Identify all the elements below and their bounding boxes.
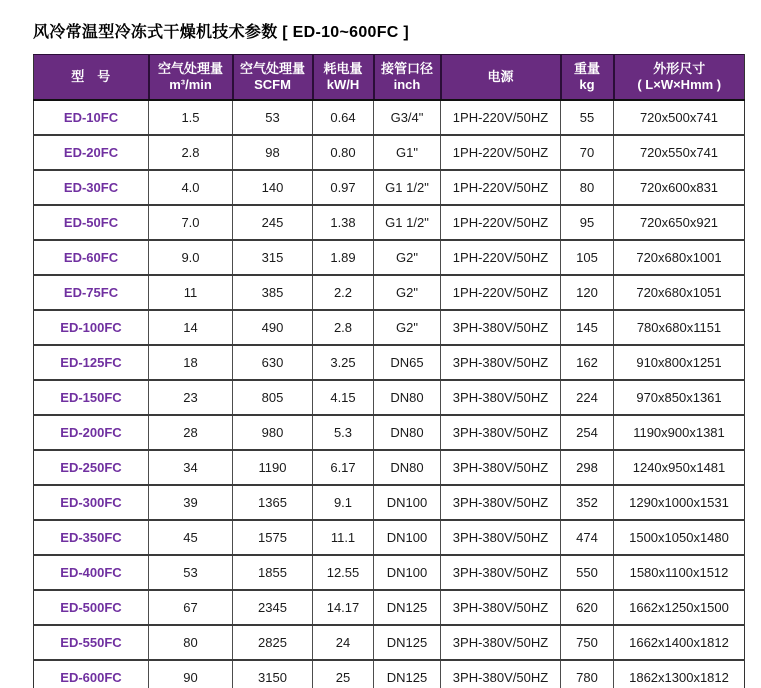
column-header-line2: inch <box>393 77 421 92</box>
value-cell: 39 <box>149 485 233 520</box>
value-cell: 1862x1300x1812 <box>614 660 745 688</box>
value-cell: G2" <box>374 275 441 310</box>
value-cell: 6.17 <box>313 450 374 485</box>
value-cell: 1290x1000x1531 <box>614 485 745 520</box>
value-cell: 11 <box>149 275 233 310</box>
value-cell: 245 <box>233 205 313 240</box>
value-cell: 474 <box>561 520 614 555</box>
model-cell: ED-20FC <box>34 135 149 170</box>
value-cell: 315 <box>233 240 313 275</box>
column-header-pipe-diameter <box>374 55 441 101</box>
value-cell: 550 <box>561 555 614 590</box>
model-cell: ED-500FC <box>34 590 149 625</box>
value-cell: 28 <box>149 415 233 450</box>
value-cell: 34 <box>149 450 233 485</box>
column-header-line1: 电源 <box>487 68 514 84</box>
value-cell: 5.3 <box>313 415 374 450</box>
value-cell: 2345 <box>233 590 313 625</box>
column-header-dimensions <box>614 55 745 101</box>
value-cell: G2" <box>374 240 441 275</box>
value-cell: 780x680x1151 <box>614 310 745 345</box>
value-cell: 1PH-220V/50HZ <box>441 205 561 240</box>
value-cell: G1 1/2" <box>374 205 441 240</box>
value-cell: 1575 <box>233 520 313 555</box>
value-cell: 25 <box>313 660 374 688</box>
value-cell: 3PH-380V/50HZ <box>441 345 561 380</box>
value-cell: 1PH-220V/50HZ <box>441 240 561 275</box>
value-cell: 750 <box>561 625 614 660</box>
value-cell: 3PH-380V/50HZ <box>441 590 561 625</box>
value-cell: 2.8 <box>313 310 374 345</box>
value-cell: 18 <box>149 345 233 380</box>
model-cell: ED-10FC <box>34 100 149 135</box>
value-cell: 2.2 <box>313 275 374 310</box>
value-cell: DN80 <box>374 380 441 415</box>
column-header-line2: kW/H <box>326 77 360 92</box>
value-cell: 140 <box>233 170 313 205</box>
table-row <box>34 135 745 170</box>
column-header-line1: 接管口径 <box>380 60 433 76</box>
value-cell: 3PH-380V/50HZ <box>441 380 561 415</box>
value-cell: DN80 <box>374 450 441 485</box>
value-cell: 720x600x831 <box>614 170 745 205</box>
value-cell: 385 <box>233 275 313 310</box>
value-cell: 1365 <box>233 485 313 520</box>
value-cell: 1662x1250x1500 <box>614 590 745 625</box>
value-cell: 352 <box>561 485 614 520</box>
column-header-line2: SCFM <box>254 77 291 92</box>
value-cell: 105 <box>561 240 614 275</box>
value-cell: 970x850x1361 <box>614 380 745 415</box>
value-cell: 11.1 <box>313 520 374 555</box>
value-cell: 1580x1100x1512 <box>614 555 745 590</box>
value-cell: DN100 <box>374 555 441 590</box>
value-cell: 90 <box>149 660 233 688</box>
value-cell: 0.64 <box>313 100 374 135</box>
value-cell: 3150 <box>233 660 313 688</box>
value-cell: 1.38 <box>313 205 374 240</box>
value-cell: 53 <box>149 555 233 590</box>
table-row <box>34 275 745 310</box>
model-cell: ED-350FC <box>34 520 149 555</box>
column-header-line1: 外形尺寸 <box>653 60 706 76</box>
value-cell: DN100 <box>374 485 441 520</box>
value-cell: 720x500x741 <box>614 100 745 135</box>
column-header-weight <box>561 55 614 101</box>
value-cell: 1662x1400x1812 <box>614 625 745 660</box>
value-cell: 24 <box>313 625 374 660</box>
value-cell: 7.0 <box>149 205 233 240</box>
model-cell: ED-30FC <box>34 170 149 205</box>
value-cell: 630 <box>233 345 313 380</box>
table-row <box>34 625 745 660</box>
value-cell: 53 <box>233 100 313 135</box>
header-row <box>34 55 745 101</box>
value-cell: 9.1 <box>313 485 374 520</box>
value-cell: DN125 <box>374 660 441 688</box>
table-header <box>34 55 745 101</box>
value-cell: 1240x950x1481 <box>614 450 745 485</box>
table-row <box>34 415 745 450</box>
table-row <box>34 555 745 590</box>
value-cell: DN125 <box>374 625 441 660</box>
value-cell: 490 <box>233 310 313 345</box>
model-cell: ED-250FC <box>34 450 149 485</box>
column-header-line1: 型 号 <box>71 68 111 84</box>
value-cell: 720x550x741 <box>614 135 745 170</box>
value-cell: 145 <box>561 310 614 345</box>
value-cell: 45 <box>149 520 233 555</box>
value-cell: DN65 <box>374 345 441 380</box>
value-cell: 67 <box>149 590 233 625</box>
model-cell: ED-200FC <box>34 415 149 450</box>
model-cell: ED-150FC <box>34 380 149 415</box>
table-row <box>34 520 745 555</box>
value-cell: G3/4" <box>374 100 441 135</box>
value-cell: 720x650x921 <box>614 205 745 240</box>
table-row <box>34 380 745 415</box>
value-cell: 224 <box>561 380 614 415</box>
value-cell: 98 <box>233 135 313 170</box>
model-cell: ED-600FC <box>34 660 149 688</box>
model-cell: ED-75FC <box>34 275 149 310</box>
value-cell: 1190 <box>233 450 313 485</box>
model-cell: ED-60FC <box>34 240 149 275</box>
column-header-line1: 空气处理量 <box>239 60 305 76</box>
value-cell: 805 <box>233 380 313 415</box>
table-row <box>34 205 745 240</box>
table-row <box>34 240 745 275</box>
value-cell: 1PH-220V/50HZ <box>441 135 561 170</box>
value-cell: 3.25 <box>313 345 374 380</box>
column-header-power-supply <box>441 55 561 101</box>
model-cell: ED-400FC <box>34 555 149 590</box>
table-row <box>34 485 745 520</box>
column-header-air-m3min <box>149 55 233 101</box>
table-body <box>34 100 745 688</box>
value-cell: 55 <box>561 100 614 135</box>
column-header-line2: kg <box>579 77 595 92</box>
value-cell: 910x800x1251 <box>614 345 745 380</box>
value-cell: 254 <box>561 415 614 450</box>
table-row <box>34 100 745 135</box>
value-cell: G1" <box>374 135 441 170</box>
value-cell: 780 <box>561 660 614 688</box>
page-title: 风冷常温型冷冻式干燥机技术参数 [ ED-10~600FC ] <box>33 24 410 41</box>
value-cell: 1.5 <box>149 100 233 135</box>
model-cell: ED-50FC <box>34 205 149 240</box>
table-row <box>34 170 745 205</box>
value-cell: 23 <box>149 380 233 415</box>
spec-table <box>33 54 745 688</box>
value-cell: 80 <box>149 625 233 660</box>
value-cell: DN100 <box>374 520 441 555</box>
table-row <box>34 310 745 345</box>
value-cell: 3PH-380V/50HZ <box>441 660 561 688</box>
value-cell: 80 <box>561 170 614 205</box>
table-row <box>34 660 745 688</box>
value-cell: 720x680x1001 <box>614 240 745 275</box>
value-cell: DN125 <box>374 590 441 625</box>
value-cell: 3PH-380V/50HZ <box>441 625 561 660</box>
value-cell: 1PH-220V/50HZ <box>441 170 561 205</box>
value-cell: G1 1/2" <box>374 170 441 205</box>
value-cell: 4.0 <box>149 170 233 205</box>
value-cell: 298 <box>561 450 614 485</box>
value-cell: 14.17 <box>313 590 374 625</box>
value-cell: 3PH-380V/50HZ <box>441 520 561 555</box>
value-cell: 3PH-380V/50HZ <box>441 450 561 485</box>
value-cell: 3PH-380V/50HZ <box>441 485 561 520</box>
value-cell: 162 <box>561 345 614 380</box>
value-cell: 2825 <box>233 625 313 660</box>
table-row <box>34 345 745 380</box>
value-cell: 1855 <box>233 555 313 590</box>
column-header-power-consumption <box>313 55 374 101</box>
model-cell: ED-100FC <box>34 310 149 345</box>
value-cell: 3PH-380V/50HZ <box>441 415 561 450</box>
value-cell: 1PH-220V/50HZ <box>441 275 561 310</box>
value-cell: 1500x1050x1480 <box>614 520 745 555</box>
value-cell: 120 <box>561 275 614 310</box>
value-cell: 720x680x1051 <box>614 275 745 310</box>
column-header-line1: 耗电量 <box>323 60 363 76</box>
model-cell: ED-550FC <box>34 625 149 660</box>
model-cell: ED-300FC <box>34 485 149 520</box>
value-cell: DN80 <box>374 415 441 450</box>
value-cell: 1.89 <box>313 240 374 275</box>
value-cell: 70 <box>561 135 614 170</box>
column-header-line1: 空气处理量 <box>157 60 223 76</box>
value-cell: 2.8 <box>149 135 233 170</box>
table-row <box>34 590 745 625</box>
value-cell: 0.97 <box>313 170 374 205</box>
value-cell: G2" <box>374 310 441 345</box>
model-cell: ED-125FC <box>34 345 149 380</box>
table-row <box>34 450 745 485</box>
value-cell: 3PH-380V/50HZ <box>441 310 561 345</box>
column-header-line2: ( L×W×Hmm ) <box>637 77 722 92</box>
value-cell: 620 <box>561 590 614 625</box>
column-header-line1: 重量 <box>573 60 600 76</box>
value-cell: 1190x900x1381 <box>614 415 745 450</box>
value-cell: 9.0 <box>149 240 233 275</box>
column-header-line2: m³/min <box>169 77 212 92</box>
column-header-air-scfm <box>233 55 313 101</box>
value-cell: 3PH-380V/50HZ <box>441 555 561 590</box>
value-cell: 12.55 <box>313 555 374 590</box>
column-header-model <box>34 55 149 101</box>
value-cell: 0.80 <box>313 135 374 170</box>
value-cell: 980 <box>233 415 313 450</box>
value-cell: 4.15 <box>313 380 374 415</box>
value-cell: 95 <box>561 205 614 240</box>
value-cell: 1PH-220V/50HZ <box>441 100 561 135</box>
value-cell: 14 <box>149 310 233 345</box>
